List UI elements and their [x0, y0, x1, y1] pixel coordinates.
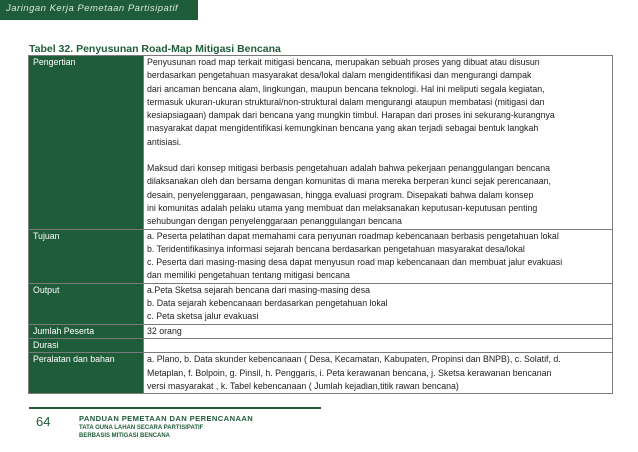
row-label-peralatan: Peralatan dan bahan	[29, 353, 144, 394]
text-line: masyarakat dapat mengidentifikasi kemungkinan bencana yang akan terjadi sebagai bentuk langkah	[147, 123, 539, 134]
text-line: dari ancaman bencana alam, lingkungan, maupun bencana teknologi. Hal ini meliputi segala kegiatan,	[147, 83, 545, 94]
footer-divider	[29, 407, 321, 409]
text-line: berdasarkan pengetahuan masyarakat desa/lokal dalam mengidentifikasi dan mengurangi dampak	[147, 70, 532, 81]
table-row	[29, 324, 613, 338]
table-row	[29, 338, 613, 352]
text-line: b. Data sejarah kebencanaan berdasarkan pengetahuan lokal	[147, 298, 388, 309]
text-line: Maksud dari konsep mitigasi berbasis pengetahuan adalah bahwa pekerjaan penanggulangan bencana	[147, 163, 550, 174]
text-line: antisiasi.	[147, 136, 182, 147]
text-line: b. Teridentifikasinya informasi sejarah bencana berdasarkan pengetahuan masyarakat desa/lokal	[147, 243, 525, 254]
row-content-peralatan	[144, 353, 613, 394]
table-row	[29, 56, 613, 230]
roadmap-table	[28, 55, 613, 394]
text-line: c. Peta sketsa jalur evakuasi	[147, 311, 259, 322]
text-line: kesiapsiagaan) dampak dari bencana yang mungkin timbul. Harapan dari proses ini sekurang-kurangnya	[147, 110, 555, 121]
row-content-durasi	[144, 338, 613, 352]
text-line: dan memiliki pengetahuan tentang mitigasi bencana	[147, 270, 350, 281]
text-line: a.Peta Sketsa sejarah bencana dari masing-masing desa	[147, 284, 370, 295]
row-label-tujuan: Tujuan	[29, 229, 144, 283]
text-line: ini komunitas adalah pelaku utama yang membuat dan melaksanakan keputusan-keputusan penting	[147, 202, 538, 213]
row-label-output: Output	[29, 283, 144, 324]
text-line: termasuk ukuran-ukuran struktural/non-struktural dalam mengurangi ataupun membatasi (mitigasi dan	[147, 96, 545, 107]
text-line: desain, penyelenggaraan, pengawasan, hingga evaluasi program. Disepakati bahwa dalam konsep	[147, 189, 534, 200]
text-line: Penyusunan road map terkait mitigasi bencana, merupakan sebuah proses yang dibuat atau disusun	[147, 57, 540, 67]
row-content-tujuan	[144, 229, 613, 283]
page-number: 64	[36, 414, 51, 429]
footer-title	[79, 414, 253, 439]
table-row	[29, 229, 613, 283]
row-label-pengertian: Pengertian	[29, 56, 144, 230]
running-header	[0, 0, 198, 20]
table-row	[29, 353, 613, 394]
footer-line-2: TATA GUNA LAHAN SECARA PARTISIPATIF	[79, 425, 204, 431]
row-label-durasi: Durasi	[29, 338, 144, 352]
text-line: Metaplan, f. Bolpoin, g. Pinsil, h. Penggaris, i. Peta kerawanan bencana, j. Sketsa kerawanan bencanan	[147, 367, 552, 378]
text-line: sehubungan dengan penyelenggaraan penanggulangan bencana	[147, 216, 402, 227]
row-content-pengertian	[144, 56, 613, 230]
text-line: a. Plano, b. Data skunder kebencanaan ( Desa, Kecamatan, Kabupaten, Propinsi dan BNPB), c. Solatif, d.	[147, 354, 561, 365]
text-line: dilaksanakan oleh dan bersama dengan komunitas di mana mereka berperan kunci sejak perencanaan,	[147, 176, 551, 187]
table-title: Tabel 32. Penyusunan Road-Map Mitigasi Bencana	[29, 43, 281, 55]
row-label-jumlah-peserta: Jumlah Peserta	[29, 324, 144, 338]
running-header-title: Jaringan Kerja Pemetaan Partisipatif	[6, 3, 179, 14]
footer-line-1: PANDUAN PEMETAAN DAN PERENCANAAN	[79, 414, 254, 423]
text-line: versi masyarakat , k. Tabel kebencanaan ( Jumlah kejadian,titik rawan bencana)	[147, 380, 459, 391]
text-line: a. Peserta pelatihan dapat memahami cara penyunan roadmap kebencanaan berbasis pengetahuan lokal	[147, 230, 559, 241]
paragraph-gap	[147, 149, 609, 162]
row-content-jumlah-peserta: 32 orang	[144, 324, 613, 338]
footer-line-3: BERBASIS MITIGASI BENCANA	[79, 433, 171, 439]
table-row	[29, 283, 613, 324]
row-content-output	[144, 283, 613, 324]
text-line: c. Peserta dari masing-masing desa dapat menyusun road map kebencanaan dan membuat jalur evakuasi	[147, 257, 563, 268]
